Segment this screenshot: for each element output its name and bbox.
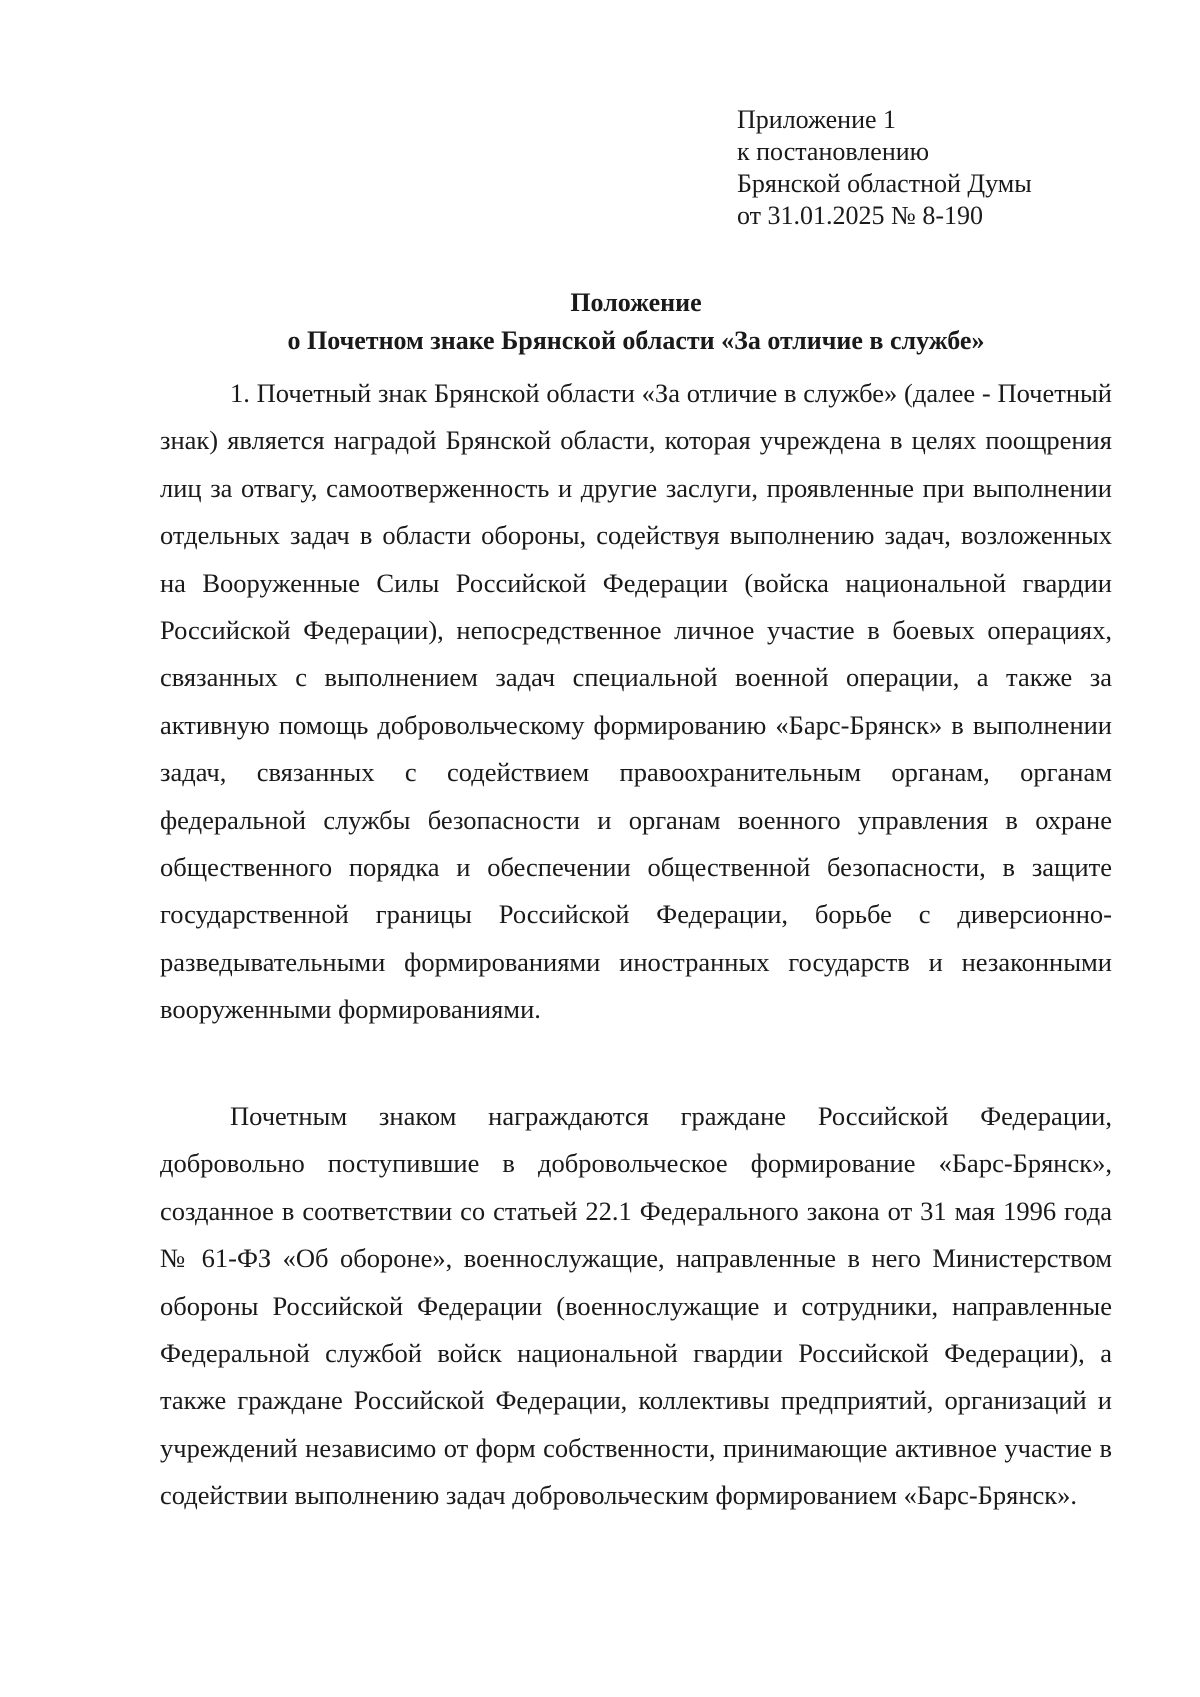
title-line-2: о Почетном знаке Брянской области «За отличие в службе» [287,326,985,355]
title-line-1: Положение [570,288,702,317]
appendix-header [737,104,1032,232]
appendix-line-2: к постановлению [737,137,930,166]
paragraph-1: 1. Почетный знак Брянской области «За отличие в службе» (далее - Почетный знак) является наградой Брянской области, которая учреждена в целях поощрения лиц за отвагу, самоотверженность и другие заслуги, проявленные при выполнении отдельных задач в области обороны, содействуя выполнению задач, возложенных на Вооруженные Силы Российской Федерации (войска национальной гвардии Российской Федерации), непосредственное личное участие в боевых операциях, связанных с выполнением задач специальной военной операции, а также за активную помощь добровольческому формированию «Барс-Брянск» в выполнении задач, связанных с содействием правоохранительным органам, органам федеральной службы безопасности и органам военного управления в охране общественного порядка и обеспечении общественной безопасности, в защите государственной границы Российской Федерации, борьбе с диверсионно-разведывательными формированиями иностранных государств и незаконными вооруженными формированиями. [160,378,1112,1025]
paragraph-2: Почетным знаком награждаются граждане Российской Федерации, добровольно поступившие в добровольческое формирование «Барс-Брянск», созданное в соответствии со статьей 22.1 Федерального закона от 31 мая 1996 года № 61-ФЗ «Об обороне», военнослужащие, направленные в него Министерством обороны Российской Федерации (военнослужащие и сотрудники, направленные Федеральной службой войск национальной гвардии Российской Федерации), а также граждане Российской Федерации, коллективы предприятий, организаций и учреждений независимо от форм собственности, принимающие активное участие в содействии выполнению задач добровольческим формированием «Барс-Брянск». [160,1101,1112,1511]
appendix-line-4: от 31.01.2025 № 8-190 [737,201,983,230]
appendix-line-3: Брянской областной Думы [737,169,1032,198]
document-title [160,284,1112,360]
appendix-line-1: Приложение 1 [737,105,897,134]
